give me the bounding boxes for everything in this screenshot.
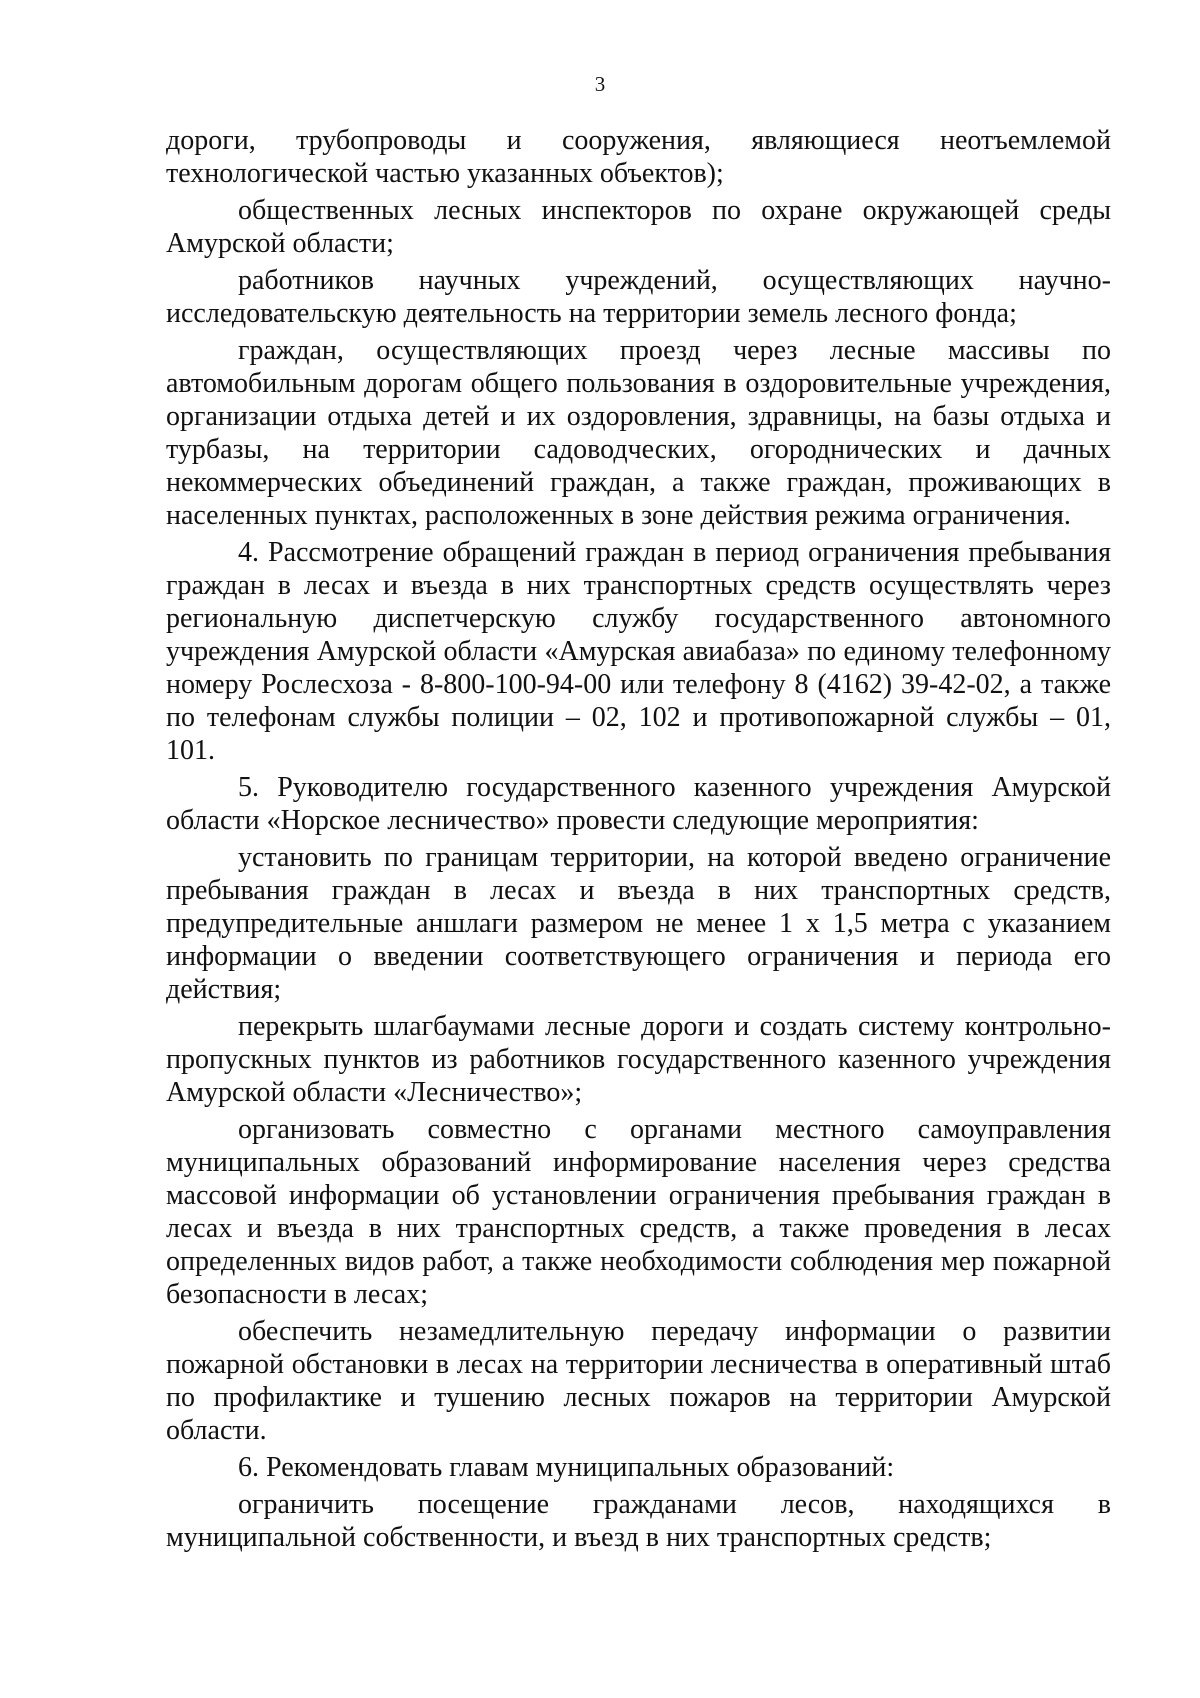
- paragraph-forest-inspectors: общественных лесных инспекторов по охране окружающей среды Амурской области;: [166, 195, 1111, 259]
- paragraph-item-4: 4. Рассмотрение обращений граждан в период ограничения пребывания граждан в лесах и въезда в них транспортных средств осуществлять через региональную диспетчерскую службу государственного автономного учреждения Амурской области «Амурская авиабаза» по единому телефонному номеру Рослесхоза - 8-800-100-94-00 или телефону 8 (4162) 39-42-02, а также по телефонам службы полиции – 02, 102 и противопожарной службы – 01, 101.: [166, 537, 1111, 766]
- page-number: 3: [594, 72, 606, 96]
- paragraph-continuation: дороги, трубопроводы и сооружения, являющиеся неотъемлемой технологической частью указанных объектов);: [166, 125, 1111, 189]
- paragraph-barriers: перекрыть шлагбаумами лесные дороги и создать систему контрольно-пропускных пунктов из работников государственного казенного учреждения Амурской области «Лесничество»;: [166, 1011, 1111, 1108]
- paragraph-inform-population: организовать совместно с органами местного самоуправления муниципальных образований информирование населения через средства массовой информации об установлении ограничения пребывания граждан в лесах и въезда в них транспортных средств, а также проведения в лесах определенных видов работ, а также необходимости соблюдения мер пожарной безопасности в лесах;: [166, 1114, 1111, 1310]
- paragraph-restrict-visits: ограничить посещение гражданами лесов, находящихся в муниципальной собственности, и въезд в них транспортных средств;: [166, 1489, 1111, 1553]
- paragraph-citizens-transit: граждан, осуществляющих проезд через лесные массивы по автомобильным дорогам общего пользования в оздоровительные учреждения, организации отдыха детей и их оздоровления, здравницы, на базы отдыха и турбазы, на территории садоводческих, огороднических и дачных некоммерческих объединений граждан, а также граждан, проживающих в населенных пунктах, расположенных в зоне действия режима ограничения.: [166, 335, 1111, 531]
- paragraph-install-signs: установить по границам территории, на которой введено ограничение пребывания граждан в лесах и въезда в них транспортных средств, предупредительные аншлаги размером не менее 1 х 1,5 метра с указанием информации о введении соответствующего ограничения и периода его действия;: [166, 842, 1111, 1005]
- paragraph-research-workers: работников научных учреждений, осуществляющих научно-исследовательскую деятельность на территории земель лесного фонда;: [166, 265, 1111, 329]
- paragraph-fire-reporting: обеспечить незамедлительную передачу информации о развитии пожарной обстановки в лесах на территории лесничества в оперативный штаб по профилактике и тушению лесных пожаров на территории Амурской области.: [166, 1316, 1111, 1446]
- paragraph-item-6: 6. Рекомендовать главам муниципальных образований:: [238, 1452, 895, 1483]
- document-body: [166, 124, 1111, 1558]
- paragraph-item-5: 5. Руководителю государственного казенного учреждения Амурской области «Норское лесничество» провести следующие мероприятия:: [166, 772, 1111, 836]
